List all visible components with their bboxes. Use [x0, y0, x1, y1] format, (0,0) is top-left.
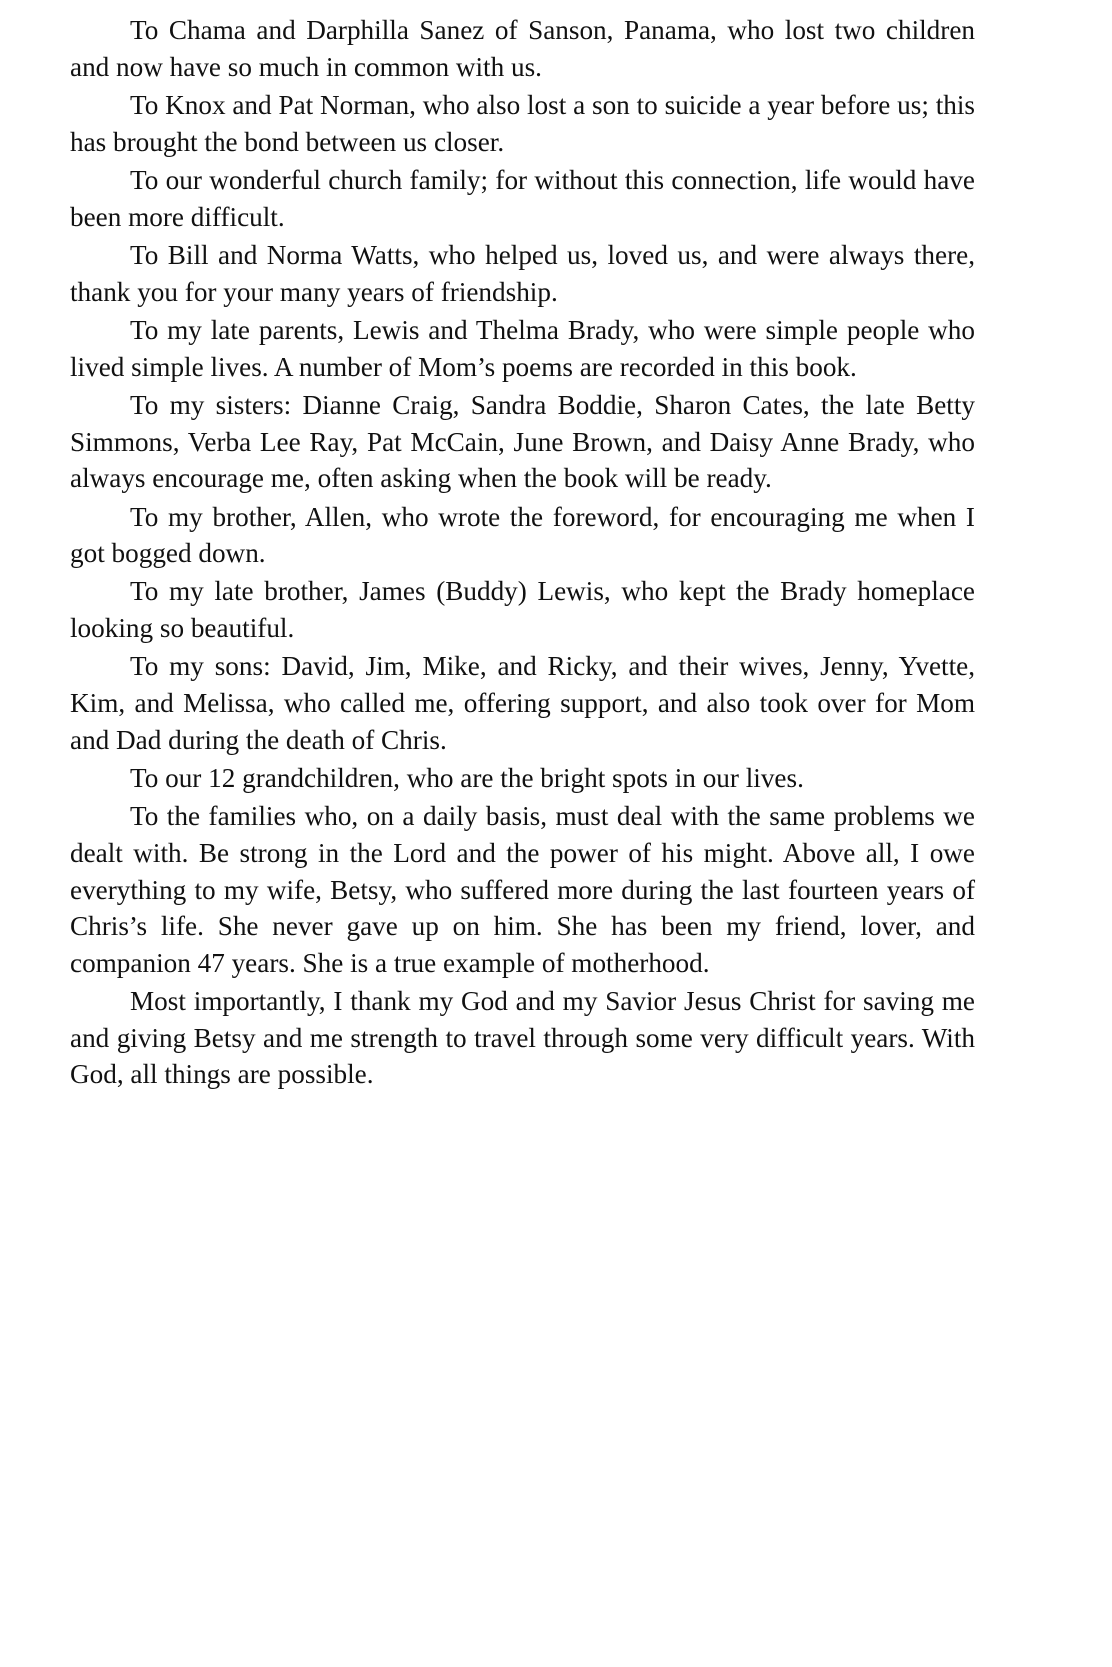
paragraph-sisters: To my sisters: Dianne Craig, Sandra Boddie, Sharon Cates, the late Betty Simmons, Verba Lee Ray, Pat McCain, June Brown, and Daisy Anne Brady, who always encourage me, often asking when the book will be ready. [70, 389, 975, 494]
paragraph-church-family: To our wonderful church family; for without this connection, life would have been more difficult. [70, 164, 975, 232]
paragraph-watts: To Bill and Norma Watts, who helped us, loved us, and were always there, thank you for your many years of friendship. [70, 239, 975, 307]
paragraph-families: To the families who, on a daily basis, must deal with the same problems we dealt with. Be strong in the Lord and the power of his might. Above all, I owe everything to my wife, Betsy, who suffered more during the last fourteen years of Chris’s life. She never gave up on him. She has been my friend, lover, and companion 47 years. She is a true example of motherhood. [70, 801, 975, 978]
paragraph-sons: To my sons: David, Jim, Mike, and Ricky, and their wives, Jenny, Yvette, Kim, and Melissa, who called me, offering support, and also took over for Mom and Dad during the death of Chris. [70, 651, 975, 755]
paragraph-brother-james: To my late brother, James (Buddy) Lewis, who kept the Brady homeplace looking so beautiful. [70, 576, 975, 644]
paragraph-grandchildren: To our 12 grandchildren, who are the bright spots in our lives. [130, 763, 804, 794]
paragraph-brother-allen: To my brother, Allen, who wrote the foreword, for encouraging me when I got bogged down. [70, 501, 975, 569]
document-page [70, 12, 975, 1095]
paragraph-god: Most importantly, I thank my God and my Savior Jesus Christ for saving me and giving Betsy and me strength to travel through some very difficult years. With God, all things are possible. [70, 986, 975, 1090]
paragraph-norman: To Knox and Pat Norman, who also lost a son to suicide a year before us; this has brought the bond between us closer. [70, 89, 975, 157]
paragraph-parents: To my late parents, Lewis and Thelma Brady, who were simple people who lived simple lives. A number of Mom’s poems are recorded in this book. [70, 314, 975, 382]
paragraph-sanez: To Chama and Darphilla Sanez of Sanson, Panama, who lost two children and now have so much in common with us. [70, 15, 975, 82]
